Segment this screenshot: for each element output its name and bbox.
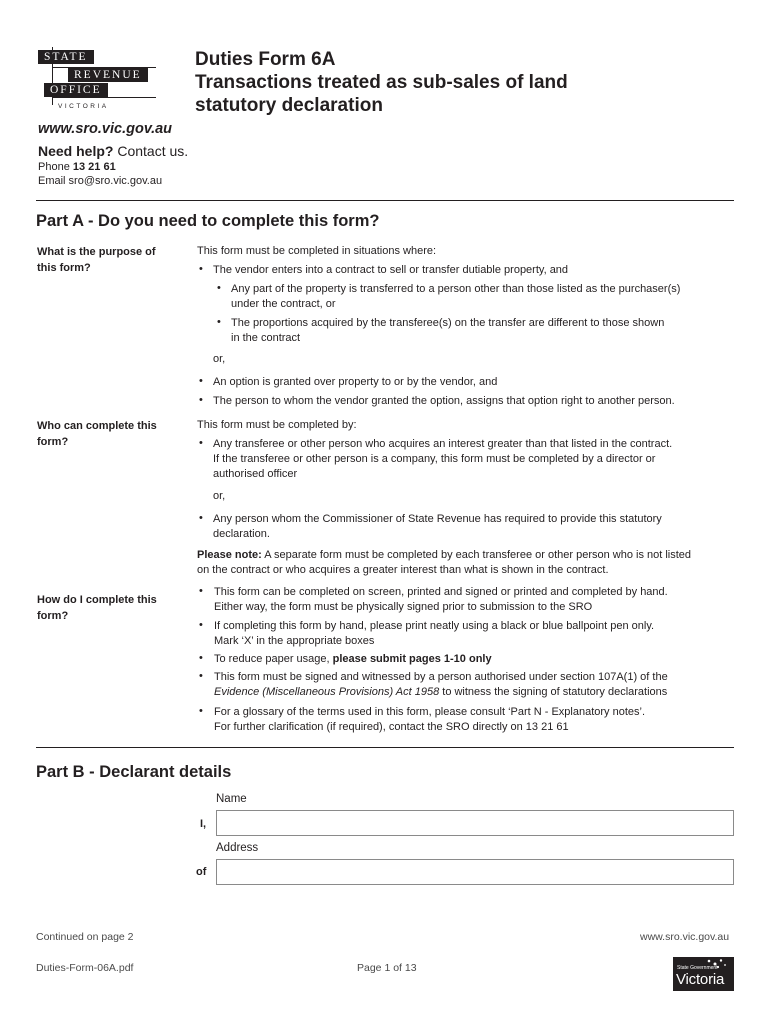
purpose-bullet-1: The vendor enters into a contract to sell or transfer dutiable property, and: [213, 264, 569, 276]
help-phone: Phone 13 21 61: [38, 161, 116, 173]
who-bullet-2: Any person whom the Commissioner of State Revenue has required to provide this statutory declaration.: [213, 513, 662, 540]
page-number: Page 1 of 13: [357, 962, 417, 974]
bullet: •: [217, 316, 221, 328]
how-bullet-4: This form must be signed and witnessed by a person authorised under section 107A(1) of the Evidence (Miscellaneous Provisions) Act 1958 to witness the signing of statutory declarations: [214, 671, 668, 698]
logo-line-office: OFFICE: [44, 83, 108, 97]
purpose-intro: This form must be completed in situations where:: [197, 245, 437, 257]
who-label: Who can complete this form?: [37, 420, 157, 448]
bullet: •: [199, 263, 203, 275]
sro-logo: [38, 47, 158, 113]
purpose-subbullet-1: Any part of the property is transferred to a person other than those listed as the purchaser(s) under the contract, or: [231, 283, 681, 310]
purpose-bullet-2: An option is granted over property to or by the vendor, and: [213, 376, 498, 388]
how-bullet-2: If completing this form by hand, please print neatly using a black or blue ballpoint pen only. Mark ‘X’ in the appropriate boxes: [214, 620, 655, 647]
divider: [36, 747, 734, 748]
bullet: •: [199, 652, 203, 664]
footer-filename: Duties-Form-06A.pdf: [36, 962, 134, 974]
continued-note: Continued on page 2: [36, 931, 134, 943]
vic-logo-subtitle: State Government: [677, 965, 718, 971]
bullet: •: [199, 705, 203, 717]
how-bullet-5: For a glossary of the terms used in this form, please consult ‘Part N - Explanatory notes’. For further clarification (if required), contact the SRO directly on 13 21 61: [214, 706, 646, 733]
purpose-bullet-3: The person to whom the vendor granted the option, assigns that option right to another person.: [213, 395, 675, 407]
bullet: •: [199, 394, 203, 406]
footer-website[interactable]: www.sro.vic.gov.au: [640, 931, 730, 943]
bullet: •: [199, 512, 203, 524]
address-label: Address: [216, 842, 259, 854]
help-email: Email sro@sro.vic.gov.au: [38, 175, 163, 187]
logo-line-victoria: VICTORIA: [58, 103, 109, 110]
bullet: •: [199, 375, 203, 387]
help-title: Need help? Contact us.: [38, 143, 189, 159]
who-intro: This form must be completed by:: [197, 419, 357, 431]
website-heading[interactable]: www.sro.vic.gov.au: [38, 121, 173, 137]
bullet: •: [199, 437, 203, 449]
name-prefix: I,: [200, 818, 207, 830]
how-bullet-3: To reduce paper usage, please submit pages 1-10 only: [214, 653, 492, 665]
who-note: Please note: A separate form must be completed by each transferee or other person who is not listed on the contract or who acquires a greater interest than what is shown in the contract.: [197, 549, 692, 576]
bullet: •: [199, 670, 203, 682]
logo-line-state: STATE: [38, 50, 94, 64]
who-or: or,: [213, 490, 226, 502]
address-field[interactable]: [216, 859, 734, 885]
victoria-government-logo: [673, 957, 734, 991]
purpose-label: What is the purpose of this form?: [37, 246, 156, 274]
how-bullet-1: This form can be completed on screen, printed and signed or printed and completed by hand. Either way, the form must be physically signed prior to submission to the SRO: [214, 586, 668, 613]
divider: [36, 200, 734, 201]
name-label: Name: [216, 793, 247, 805]
part-a-heading: Part A - Do you need to complete this form?: [36, 212, 380, 230]
vic-logo-name: Victoria: [676, 971, 725, 988]
document-title: Duties Form 6A Transactions treated as sub-sales of land statutory declaration: [195, 49, 568, 116]
how-label: How do I complete this form?: [37, 594, 157, 622]
purpose-subbullet-2: The proportions acquired by the transferee(s) on the transfer are different to those shown in the contract: [231, 317, 665, 344]
part-b-heading: Part B - Declarant details: [36, 763, 232, 781]
bullet: •: [217, 282, 221, 294]
who-bullet-1: Any transferee or other person who acquires an interest greater than that listed in the contract. If the transferee or other person is a company, this form must be completed by a director or authorised officer: [213, 438, 673, 480]
purpose-or: or,: [213, 353, 226, 365]
logo-line-revenue: REVENUE: [68, 68, 148, 82]
address-prefix: of: [196, 866, 207, 878]
bullet: •: [199, 585, 203, 597]
name-field[interactable]: [216, 810, 734, 836]
bullet: •: [199, 619, 203, 631]
